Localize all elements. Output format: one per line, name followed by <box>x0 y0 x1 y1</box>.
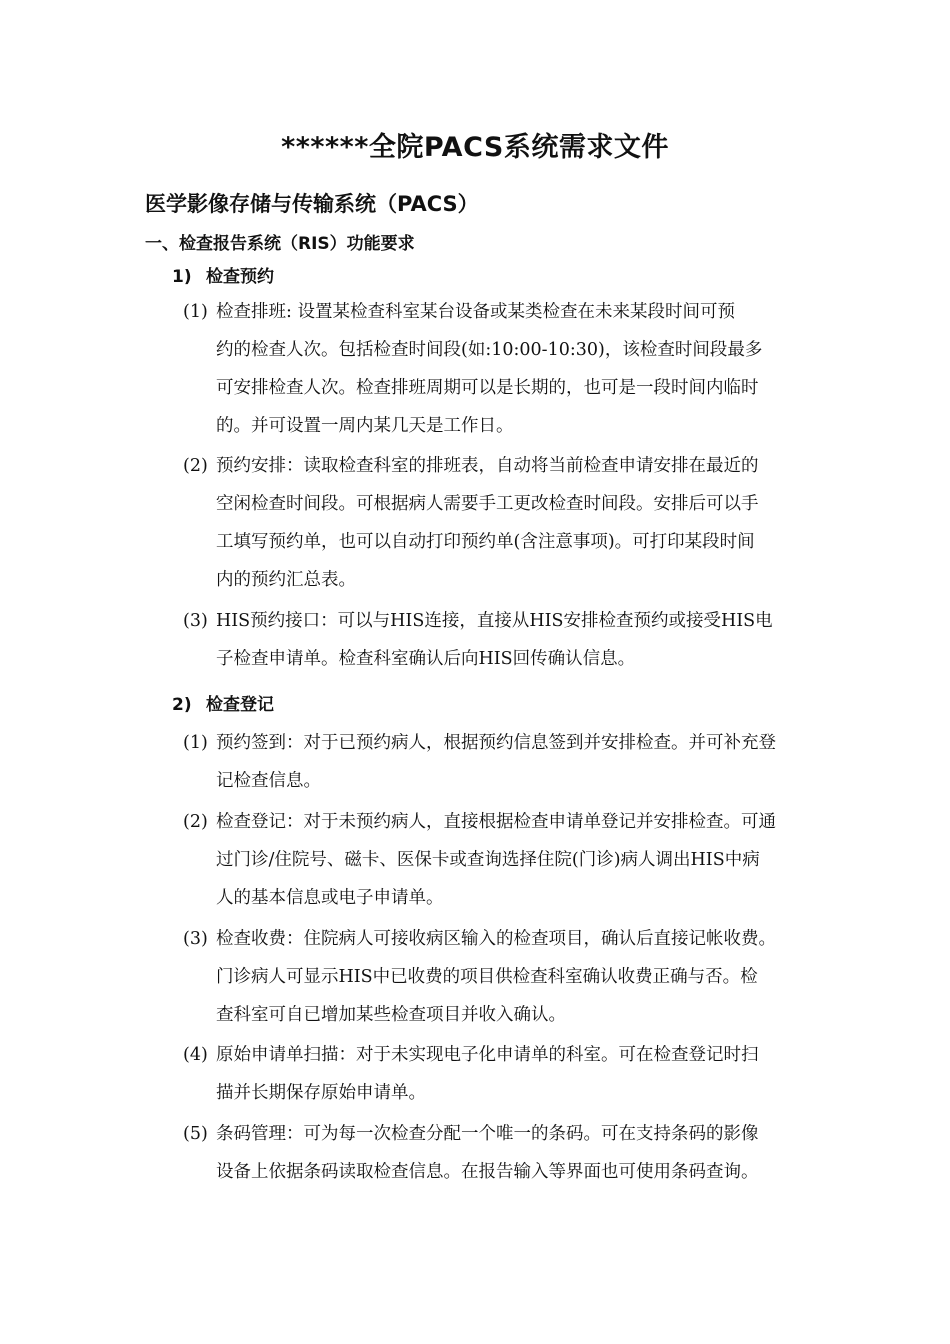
item-line: 检查排班: 设置某检查科室某台设备或某类检查在未来某段时间可预 <box>216 302 735 322</box>
item-line: 门诊病人可显示HIS中已收费的项目供检查科室确认收费正确与否。检 <box>216 967 758 987</box>
section-number: 1) <box>172 267 192 287</box>
item-line: 的。并可设置一周内某几天是工作日。 <box>216 416 514 436</box>
list-item <box>183 724 808 800</box>
section-label: 检查登记 <box>206 695 274 715</box>
item-line: 预约签到：对于已预约病人，根据预约信息签到并安排检查。并可补充登 <box>216 733 776 753</box>
item-line: 内的预约汇总表。 <box>216 570 356 590</box>
item-line: HIS预约接口：可以与HIS连接，直接从HIS安排检查预约或接受HIS电 <box>216 611 773 631</box>
heading-ris-requirements: 一、检查报告系统（RIS）功能要求 <box>145 234 415 254</box>
item-line: 空闲检查时间段。可根据病人需要手工更改检查时间段。安排后可以手 <box>216 494 759 514</box>
list-item <box>183 803 808 917</box>
section-heading-registration <box>172 690 274 715</box>
item-line: 检查收费：住院病人可接收病区输入的检查项目，确认后直接记帐收费。 <box>216 929 776 949</box>
item-line: 子检查申请单。检查科室确认后向HIS回传确认信息。 <box>216 649 636 669</box>
list-item <box>183 602 808 678</box>
item-number: (3) <box>183 929 208 949</box>
list-item <box>183 1115 808 1191</box>
list-item <box>183 920 808 1034</box>
item-line: 检查登记：对于未预约病人，直接根据检查申请单登记并安排检查。可通 <box>216 812 776 832</box>
item-line: 查科室可自已增加某些检查项目并收入确认。 <box>216 1005 566 1025</box>
item-line: 人的基本信息或电子申请单。 <box>216 888 444 908</box>
item-number: (2) <box>183 456 208 476</box>
list-item <box>183 447 808 599</box>
section-label: 检查预约 <box>206 267 274 287</box>
item-line: 原始申请单扫描：对于未实现电子化申请单的科室。可在检查登记时扫 <box>216 1045 759 1065</box>
list-item <box>183 1036 808 1112</box>
item-line: 设备上依据条码读取检查信息。在报告输入等界面也可使用条码查询。 <box>216 1162 759 1182</box>
list-item <box>183 293 808 445</box>
item-line: 预约安排：读取检查科室的排班表，自动将当前检查申请安排在最近的 <box>216 456 759 476</box>
item-line: 过门诊/住院号、磁卡、医保卡或查询选择住院(门诊)病人调出HIS中病 <box>216 850 760 870</box>
heading-pacs: 医学影像存储与传输系统（PACS） <box>145 192 479 216</box>
item-number: (1) <box>183 733 208 753</box>
document-title: ******全院PACS系统需求文件 <box>281 132 669 163</box>
item-number: (5) <box>183 1124 208 1144</box>
item-line: 可安排检查人次。检查排班周期可以是长期的，也可是一段时间内临时 <box>216 378 759 398</box>
item-line: 记检查信息。 <box>216 771 321 791</box>
item-number: (4) <box>183 1045 208 1065</box>
item-line: 工填写预约单，也可以自动打印预约单(含注意事项)。可打印某段时间 <box>216 532 755 552</box>
section-number: 2) <box>172 695 192 715</box>
item-number: (3) <box>183 611 208 631</box>
item-line: 约的检查人次。包括检查时间段(如:10:00-10:30)，该检查时间段最多 <box>216 340 763 360</box>
item-line: 描并长期保存原始申请单。 <box>216 1083 426 1103</box>
item-line: 条码管理：可为每一次检查分配一个唯一的条码。可在支持条码的影像 <box>216 1124 759 1144</box>
section-heading-booking <box>172 262 274 287</box>
item-number: (1) <box>183 302 208 322</box>
item-number: (2) <box>183 812 208 832</box>
